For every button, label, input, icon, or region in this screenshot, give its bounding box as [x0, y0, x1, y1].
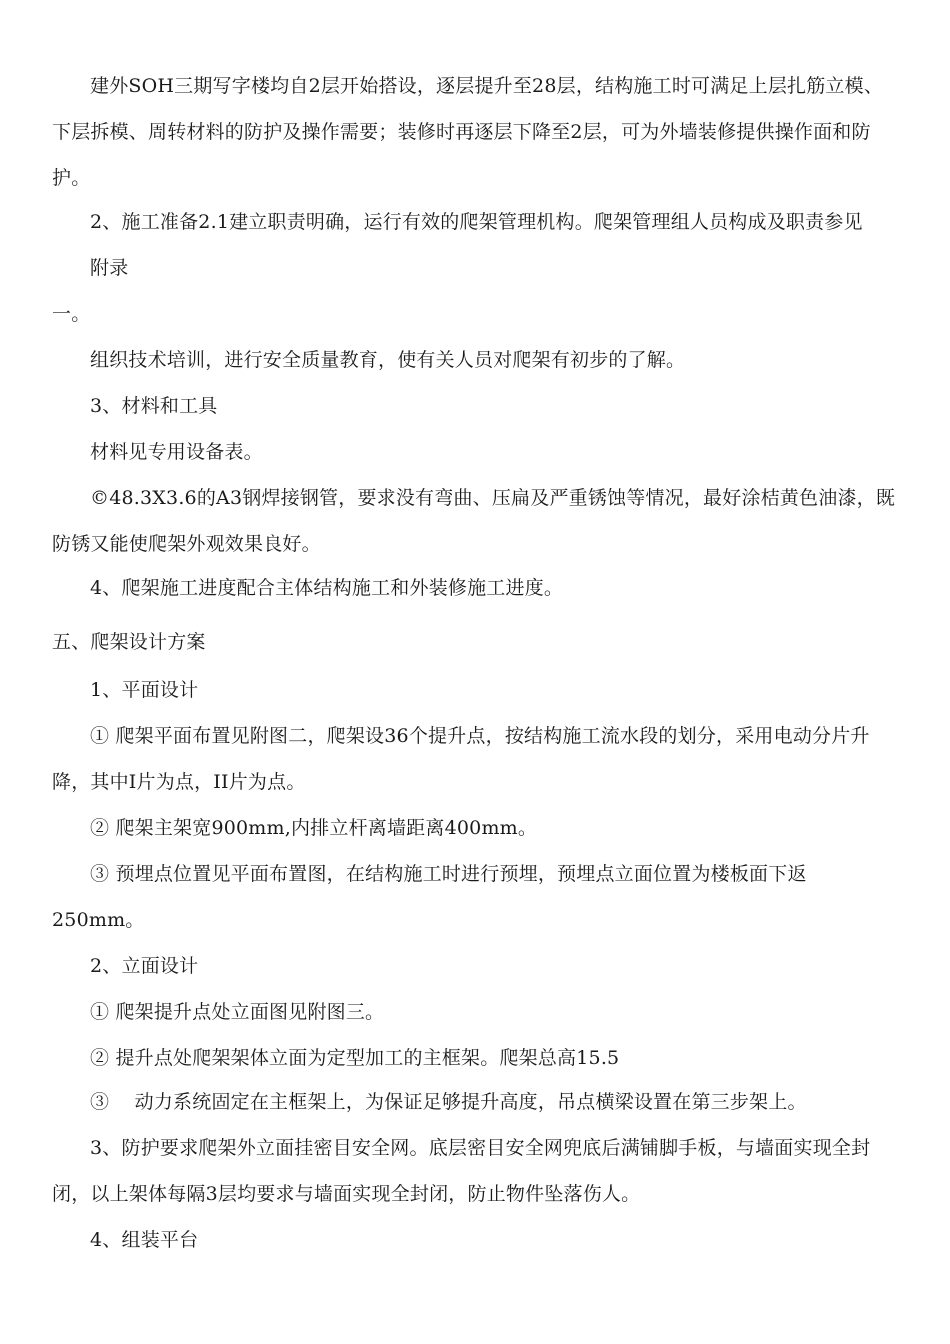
- paragraph-line: ① 爬架平面布置见附图二，爬架设36个提升点，按结构施工流水段的划分，采用电动分片升: [90, 725, 870, 747]
- paragraph-line: 附录: [90, 257, 129, 279]
- section-heading: 2、施工准备2.1建立职责明确，运行有效的爬架管理机构。爬架管理组人员构成及职责参见: [90, 211, 863, 233]
- paragraph-line: ③ 动力系统固定在主框架上，为保证足够提升高度，吊点横梁设置在第三步架上。: [90, 1091, 807, 1113]
- section-heading: 4、组装平台: [90, 1229, 199, 1251]
- paragraph-line: 护。: [52, 167, 91, 189]
- paragraph-line: ② 爬架主架宽900mm,内排立杆离墙距离400mm。: [90, 817, 538, 839]
- paragraph-line: 闭，以上架体每隔3层均要求与墙面实现全封闭，防止物件坠落伤人。: [52, 1183, 641, 1205]
- section-heading: 2、立面设计: [90, 955, 199, 977]
- paragraph-line: 材料见专用设备表。: [90, 441, 263, 463]
- section-heading: 4、爬架施工进度配合主体结构施工和外装修施工进度。: [90, 577, 564, 599]
- paragraph-line: 250mm。: [52, 909, 145, 931]
- section-heading: 1、平面设计: [90, 679, 199, 701]
- section-heading: 3、材料和工具: [90, 395, 218, 417]
- paragraph-line: ① 爬架提升点处立面图见附图三。: [90, 1001, 385, 1023]
- chapter-heading: 五、爬架设计方案: [52, 631, 206, 653]
- paragraph-line: ③ 预埋点位置见平面布置图，在结构施工时进行预埋，预埋点立面位置为楼板面下返: [90, 863, 807, 885]
- paragraph-line: ©48.3X3.6的A3钢焊接钢管，要求没有弯曲、压扁及严重锈蚀等情况，最好涂桔黄色油漆，既: [90, 487, 896, 509]
- paragraph-line: 组织技术培训，进行安全质量教育，使有关人员对爬架有初步的了解。: [90, 349, 686, 371]
- paragraph-line: 一。: [52, 303, 91, 325]
- paragraph-line: 下层拆模、周转材料的防护及操作需要；装修时再逐层下降至2层，可为外墙装修提供操作面和防: [52, 121, 871, 143]
- paragraph-line: 防锈又能使爬架外观效果良好。: [52, 533, 321, 555]
- paragraph-line: 降，其中I片为点，II片为点。: [52, 771, 306, 793]
- paragraph-line: ② 提升点处爬架架体立面为定型加工的主框架。爬架总高15.5: [90, 1047, 620, 1069]
- section-heading: 3、防护要求爬架外立面挂密目安全网。底层密目安全网兜底后满铺脚手板，与墙面实现全封: [90, 1137, 871, 1159]
- paragraph-line: 建外SOH三期写字楼均自2层开始搭设，逐层提升至28层，结构施工时可满足上层扎筋立模、: [90, 75, 884, 97]
